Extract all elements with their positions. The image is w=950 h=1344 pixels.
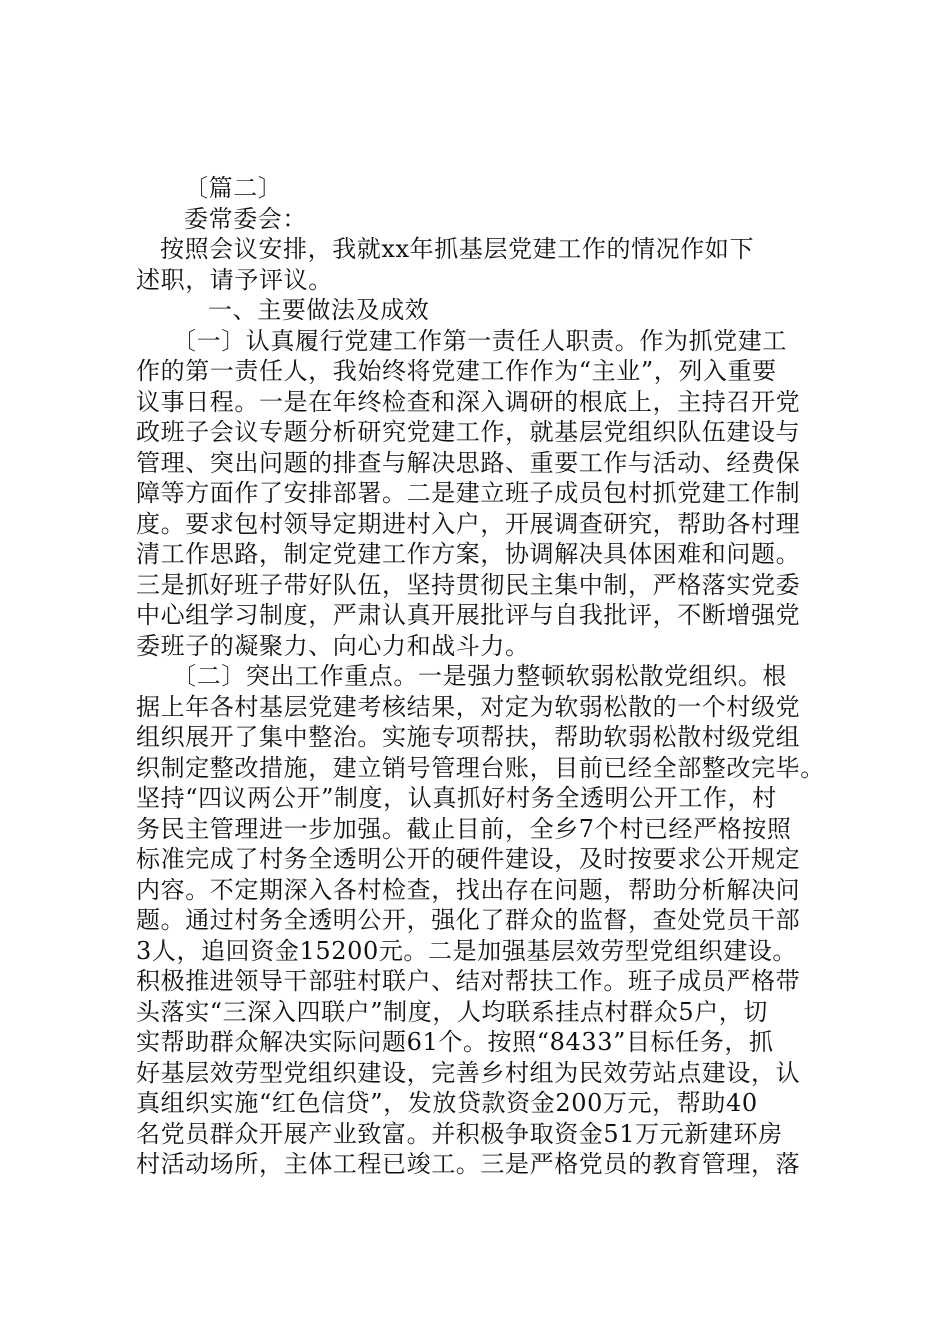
text-line: 标准完成了村务全透明公开的硬件建设，及时按要求公开规定 [136, 845, 801, 873]
text-line: 〔一〕认真履行党建工作第一责任人职责。作为抓党建工 [172, 326, 787, 355]
text-line: 委班子的凝聚力、向心力和战斗力。 [136, 631, 530, 660]
text-line: 积极推进领导干部驻村联户、结对帮扶工作。班子成员严格带 [136, 967, 801, 995]
text-line: 3人，追回资金15200元。二是加强基层效劳型党组织建设。 [136, 936, 798, 965]
text-line: 务民主管理进一步加强。截止目前，全乡7个村已经严格按照 [136, 814, 792, 843]
text-line: 坚持“四议两公开”制度，认真抓好村务全透明公开工作，村 [136, 784, 777, 812]
text-line: 村活动场所，主体工程已竣工。三是严格党员的教育管理，落 [136, 1150, 801, 1178]
text-line: 政班子会议专题分析研究党建工作，就基层党组织队伍建设与 [136, 418, 801, 446]
text-line: 按照会议安排，我就xx年抓基层党建工作的情况作如下 [160, 235, 755, 263]
text-line: 内容。不定期深入各村检查，找出存在问题，帮助分析解决问 [136, 875, 801, 904]
text-line: 题。通过村务全透明公开，强化了群众的监督，查处党员干部 [136, 906, 801, 934]
text-line: 作的第一责任人，我始终将党建工作作为“主业”，列入重要 [136, 357, 777, 385]
text-line: 据上年各村基层党建考核结果，对定为软弱松散的一个村级党 [136, 692, 801, 721]
section-heading-part-two: 〔篇二〕 [184, 174, 283, 202]
text-line: 管理、突出问题的排查与解决思路、重要工作与活动、经费保 [136, 448, 801, 477]
text-line: 述职，请予评议。 [136, 265, 333, 294]
text-line: 好基层效劳型党组织建设，完善乡村组为民效劳站点建设，认 [136, 1058, 801, 1087]
text-line: 组织展开了集中整治。实施专项帮扶，帮助软弱松散村级党组 [136, 723, 801, 751]
text-line: 头落实“三深入四联户”制度，人均联系挂点村群众5户，切 [136, 997, 769, 1026]
text-line: 中心组学习制度，严肃认真开展批评与自我批评，不断增强党 [136, 601, 801, 629]
text-line: 议事日程。一是在年终检查和深入调研的根底上，主持召开党 [136, 387, 801, 416]
document-body [136, 173, 826, 1180]
text-line: 〔二〕突出工作重点。一是强力整顿软弱松散党组织。根 [172, 662, 787, 690]
section-heading-main-practices: 一、主要做法及成效 [208, 296, 430, 324]
text-line: 三是抓好班子带好队伍，坚持贯彻民主集中制，严格落实党委 [136, 570, 801, 599]
text-line: 清工作思路，制定党建工作方案，协调解决具体困难和问题。 [136, 540, 801, 568]
text-line: 织制定整改措施，建立销号管理台账，目前已经全部整改完毕。 [136, 753, 825, 782]
text-line: 真组织实施“红色信贷”，发放贷款资金200万元，帮助40 [136, 1089, 758, 1117]
text-line: 度。要求包村领导定期进村入户，开展调查研究，帮助各村理 [136, 509, 801, 538]
text-line: 名党员群众开展产业致富。并积极争取资金51万元新建环房 [136, 1119, 783, 1148]
text-line: 障等方面作了安排部署。二是建立班子成员包村抓党建工作制 [136, 479, 801, 507]
text-line: 实帮助群众解决实际问题61个。按照“8433”目标任务，抓 [136, 1028, 774, 1056]
salutation: 委常委会： [184, 204, 307, 233]
